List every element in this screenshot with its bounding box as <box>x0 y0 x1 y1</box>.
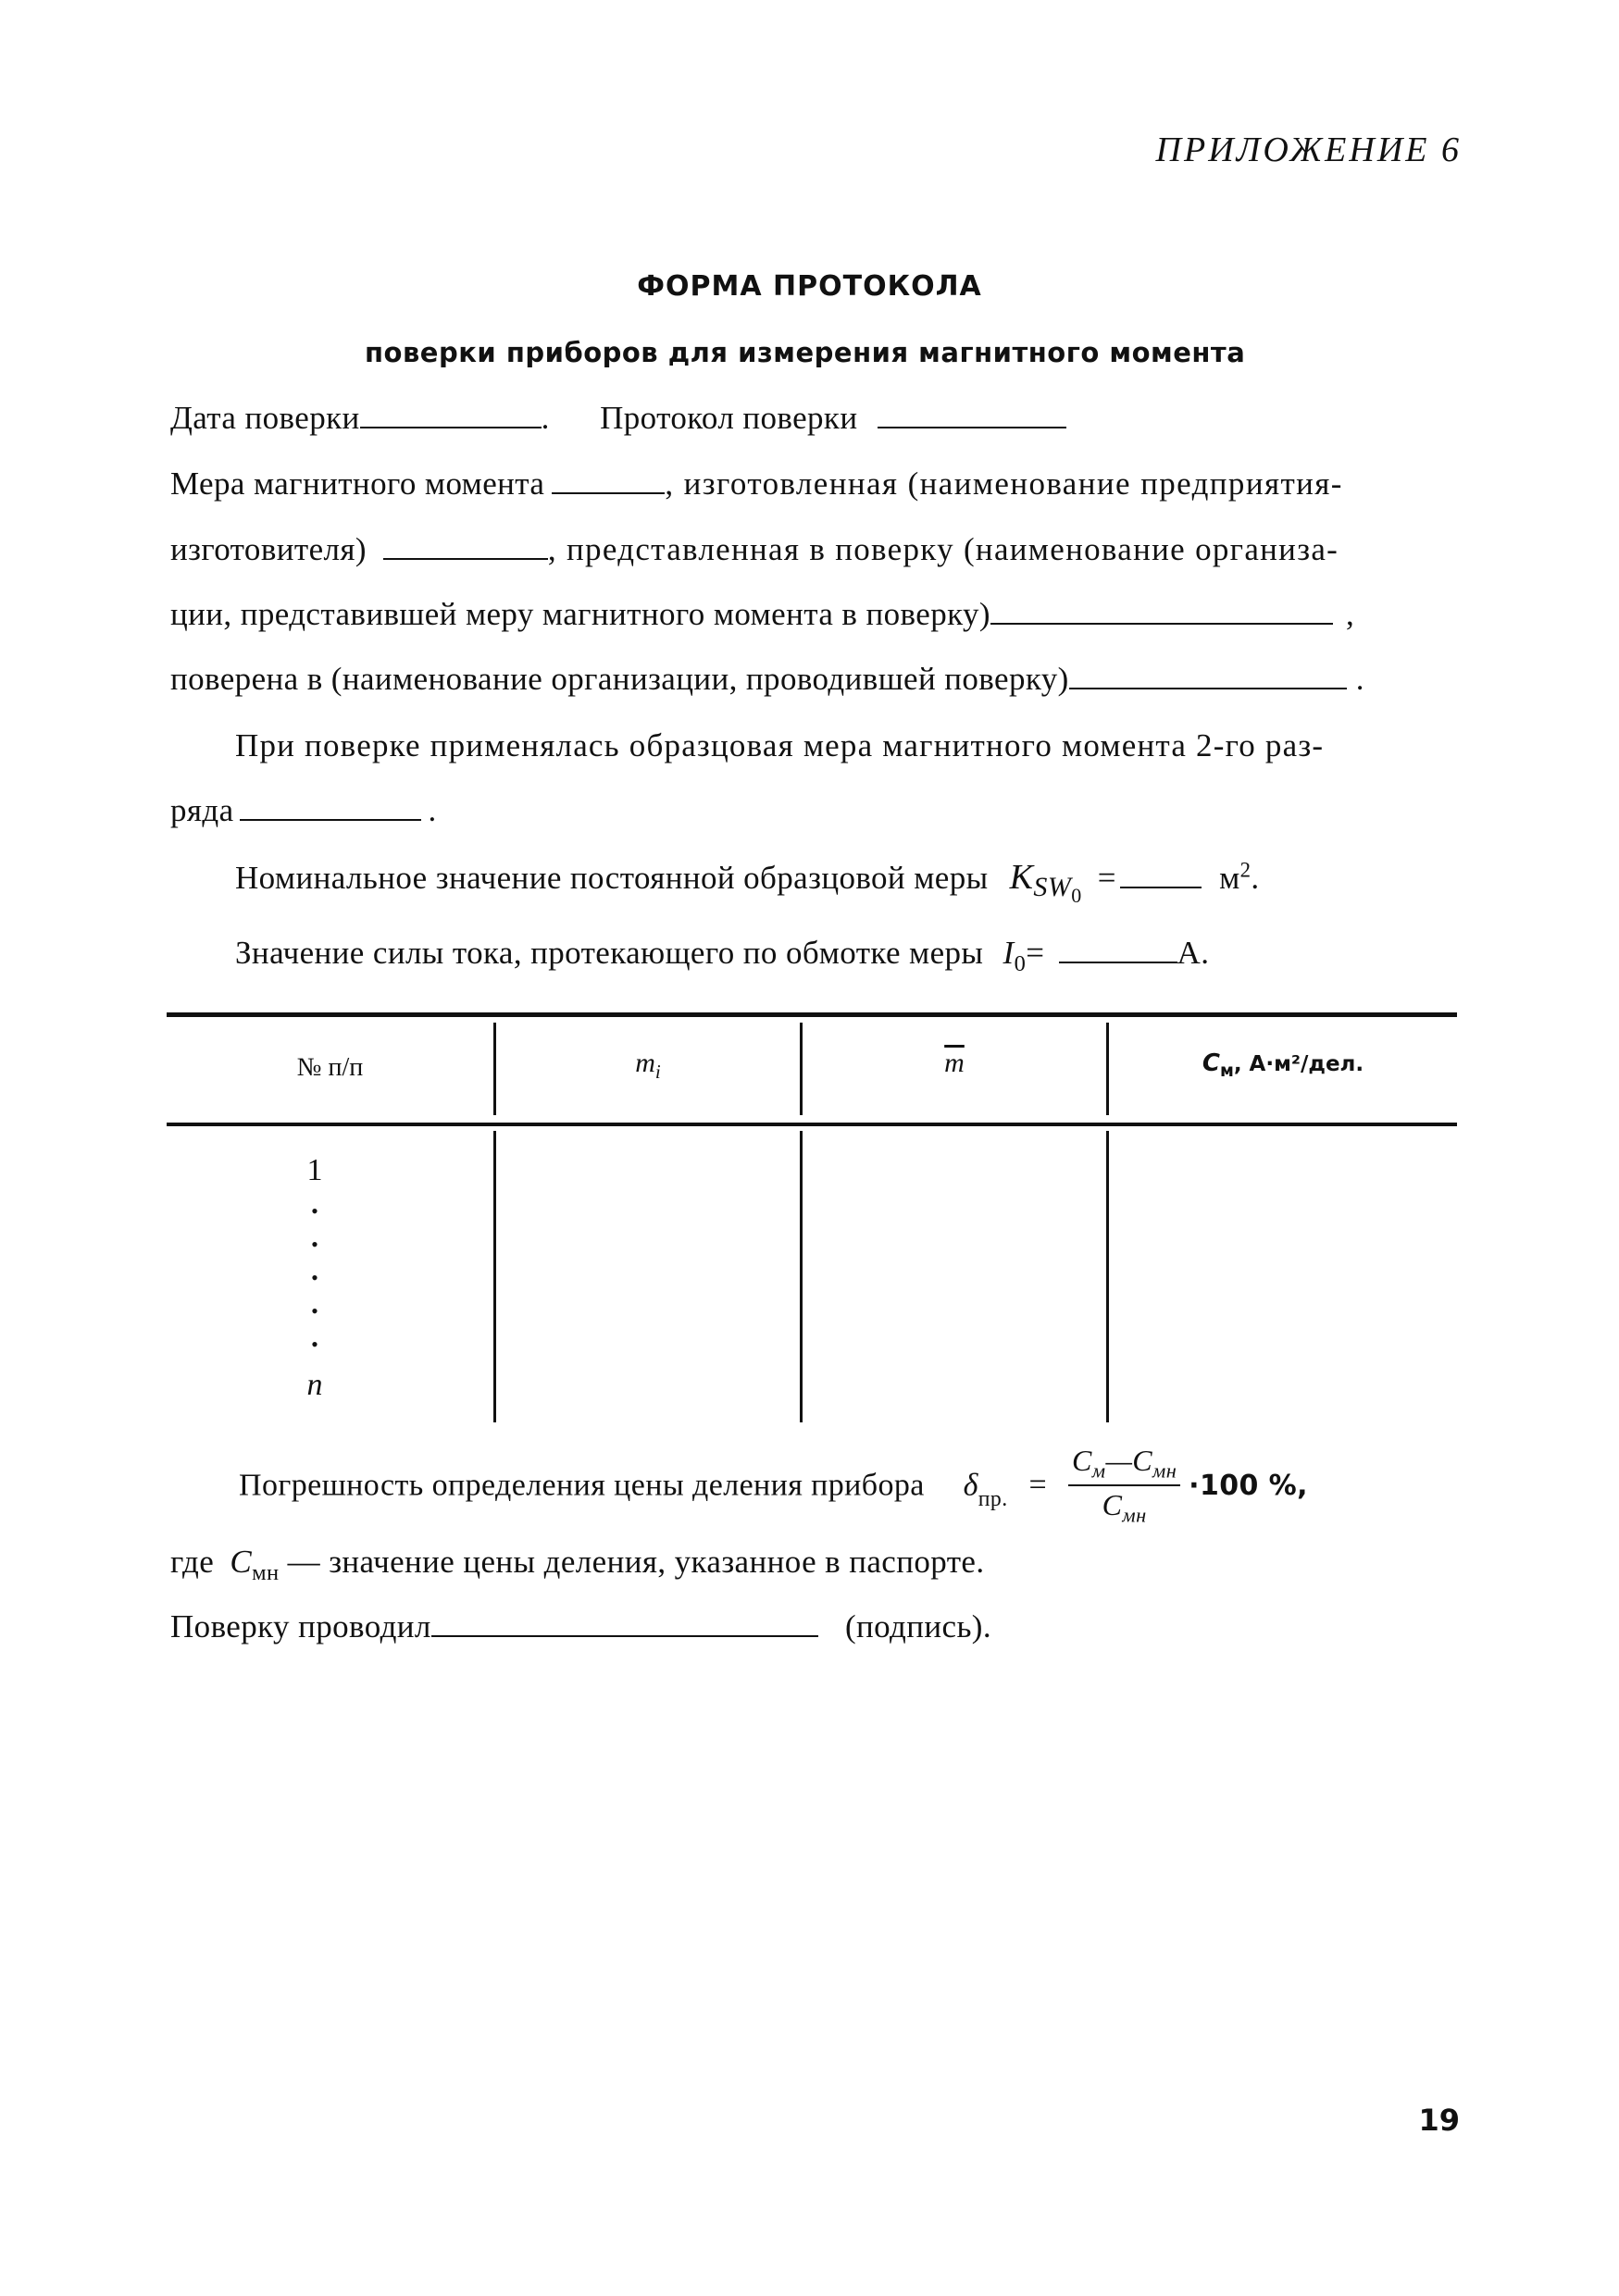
verifier-org-field[interactable] <box>1069 664 1347 689</box>
error-formula-line: Погрешность определения цены деления прибора $\delta_{пр.}$ = $\frac{C_м—C_{мн}}{C_{мн}}$ ·100 %, <box>239 1444 1308 1527</box>
form-line-verifier-org: поверена в (наименование организации, проводившей поверку) . <box>170 661 1364 697</box>
signature-line: Поверку проводил (подпись). <box>170 1608 992 1644</box>
table-header-number: № п/п <box>296 1053 364 1082</box>
page-number: 19 <box>1418 2103 1460 2138</box>
document-subtitle: поверки приборов для измерения магнитного момента <box>365 337 1246 368</box>
table-column-divider <box>1106 1131 1109 1422</box>
table-row-number-last: n <box>306 1368 323 1402</box>
table-header-cm: $C_м$, А·м²/дел. <box>1202 1049 1364 1082</box>
constant-field[interactable] <box>1120 863 1202 888</box>
form-line-submitter: ции, представившей меру магнитного момента в поверку) , <box>170 596 1355 632</box>
signature-field[interactable] <box>431 1611 818 1637</box>
table-row-dot: • <box>311 1299 318 1322</box>
category-field[interactable] <box>240 795 421 821</box>
error-fraction: $\frac{C_м—C_{мн}}{C_{мн}}$ <box>1068 1444 1180 1528</box>
date-field[interactable] <box>360 403 542 428</box>
document-title: ФОРМА ПРОТОКОЛА <box>637 270 982 303</box>
form-line-date: Дата поверки . Протокол поверки <box>170 400 1066 437</box>
submitter-field[interactable] <box>990 599 1333 625</box>
form-line-current: Значение силы тока, протекающего по обмотке меры $I_0= А$. <box>235 935 1210 976</box>
table-row-dot: • <box>311 1233 318 1256</box>
table-top-rule <box>167 1012 1457 1017</box>
table-row-dot: • <box>311 1199 318 1222</box>
form-line-reference: При поверке применялась образцовая мера магнитного момента 2-го раз- <box>235 727 1325 763</box>
protocol-number-field[interactable] <box>878 403 1066 428</box>
manufacturer-field[interactable] <box>383 534 548 560</box>
measure-field[interactable] <box>552 468 665 494</box>
table-row-dot: • <box>311 1266 318 1289</box>
form-line-constant: Номинальное значение постоянной образцовой меры $K_{SW_0} = м^2$. <box>235 858 1260 907</box>
table-header-m-mean: $\overline{m}$ <box>944 1048 965 1078</box>
current-field[interactable] <box>1059 937 1177 963</box>
form-line-measure: Мера магнитного момента , изготовленная (наименование предприятия- <box>170 465 1343 502</box>
form-line-manufacturer: изготовителя) , представленная в поверку (наименование организа- <box>170 531 1339 567</box>
where-line: где $C_{мн}$ — значение цены деления, указанное в паспорте. <box>170 1544 985 1585</box>
table-column-divider <box>800 1131 803 1422</box>
table-row-number: 1 <box>306 1153 323 1187</box>
form-line-category: ряда . <box>170 792 437 828</box>
table-header-rule <box>167 1123 1457 1126</box>
table-row-dot: • <box>311 1333 318 1356</box>
appendix-label: ПРИЛОЖЕНИЕ 6 <box>1155 130 1462 169</box>
table-column-divider <box>493 1131 496 1422</box>
table-header-mi: $m_i$ <box>635 1048 661 1083</box>
